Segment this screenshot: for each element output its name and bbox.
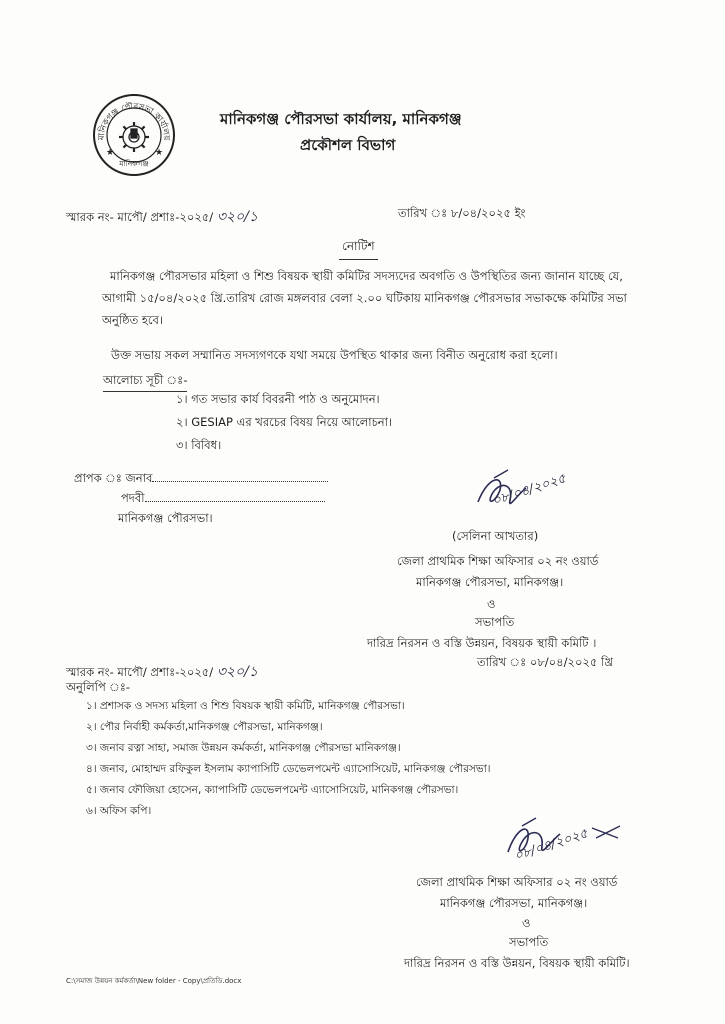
recipient-designation-label: পদবী <box>121 491 145 505</box>
signer2-and: ও <box>522 916 531 930</box>
signer2-role: সভাপতি <box>509 935 549 949</box>
agenda-item: ২। GESIAP এর খরচের বিষয় নিয়ে আলোচনা। <box>176 415 393 429</box>
copy-item: ২। পৌর নির্বাহী কর্মকর্তা,মানিকগঞ্জ পৌরসভা, মানিকগঞ্জ। <box>86 721 323 733</box>
signature-1-date: ০৮/০৪/২০২৫ <box>490 471 568 510</box>
signer-role: সভাপতি <box>475 615 515 629</box>
signer-and: ও <box>487 597 496 611</box>
notice-paragraph: মানিকগঞ্জ পৌরসভার মহিলা ও শিশু বিষয়ক স্থায়ী কমিটির সদস্যদের অবগতি ও উপস্থিতির জন্য জানান যাচ্ছে যে, আগামী ১৫/০৪/২০২৫ খ্রি.তারিখ রোজ মঙ্গলবার বেলা ২.০০ ঘটিকায় মানিকগঞ্জ পৌরসভার সভাকক্ষে কমিটির সভা অনুষ্ঠিত হবে। <box>102 269 627 327</box>
agenda-label: আলোচ্য সূচী ঃ- <box>103 372 187 392</box>
svg-text:★: ★ <box>106 148 115 158</box>
agenda-item: ৩। বিবিধ। <box>176 438 222 452</box>
recipient-to <box>74 470 328 489</box>
memo-date: তারিখ ঃ ৮/০৪/২০২৫ ইং <box>398 206 526 220</box>
signer-name: (সেলিনা আখতার) <box>452 529 539 543</box>
memo-ref-label: স্মারক নং- মাপৌ/ প্রশাঃ-২০২৫/ <box>66 210 214 224</box>
copy-item: ৫। জনাব ফৌজিয়া হোসেন, ক্যাপাসিটি ডেভেলপমেন্ট এ্যাসোসিয়েট, মানিকগঞ্জ পৌরসভা। <box>86 784 459 796</box>
signer-title-2: মানিকগঞ্জ পৌরসভা, মানিকগঞ্জ। <box>416 575 564 589</box>
notice-request: উক্ত সভায় সকল সম্মানিত সদস্যগণকে যথা সময়ে উপস্থিত থাকার জন্য বিনীত অনুরোধ করা হলো। <box>111 348 558 362</box>
copy-ref-label: স্মারক নং- মাপৌ/ প্রশাঃ-২০২৫/ <box>66 665 214 679</box>
svg-text:★: ★ <box>155 148 164 158</box>
signer-title-1: জেলা প্রাথমিক শিক্ষা অফিসার ০২ নং ওয়ার্ড <box>397 554 599 568</box>
signer2-title-1: জেলা প্রাথমিক শিক্ষা অফিসার ০২ নং ওয়ার্ড <box>416 875 618 889</box>
municipality-seal <box>92 93 176 177</box>
signer2-committee: দারিদ্র নিরসন ও বস্তি উন্নয়ন, বিষয়ক স্থায়ী কমিটি। <box>404 956 630 970</box>
copy-item: ৬। অফিস কপি। <box>86 805 152 817</box>
notice-title: নোটিশ <box>339 238 378 260</box>
memo-ref-number: ৩২০/১ <box>216 209 258 225</box>
signer-committee: দারিদ্র নিরসন ও বস্তি উন্নয়ন, বিষয়ক স্থায়ী কমিটি । <box>367 636 597 650</box>
footer-file-path: C:\সমাজ উন্নয়ন কর্মকর্তা\New folder - Copy\প্রতিডি.docx <box>66 977 242 985</box>
recipient-designation-blank <box>145 492 325 502</box>
copy-item: ৪। জনাব, মোহাম্মদ রফিকুল ইসলাম ক্যাপাসিটি ডেভেলপমেন্ট এ্যাসোসিয়েট, মানিকগঞ্জ পৌরসভা। <box>86 763 491 775</box>
signer2-title-2: মানিকগঞ্জ পৌরসভা, মানিকগঞ্জ। <box>440 896 588 910</box>
copy-item: ৩। জনাব রত্না সাহা, সমাজ উন্নয়ন কর্মকর্তা, মানিকগঞ্জ পৌরসভা মানিকগঞ্জ। <box>86 742 401 754</box>
agenda-item: ১। গত সভার কার্য বিবরনী পাঠ ও অনুমোদন। <box>176 392 380 406</box>
memo-reference <box>66 205 258 229</box>
svg-text:মানিকগঞ্জ পৌরসভা কার্যালয়: মানিকগঞ্জ পৌরসভা কার্যালয় <box>96 101 172 141</box>
office-title: মানিকগঞ্জ পৌরসভা কার্যালয়, মানিকগঞ্জ <box>220 110 462 128</box>
copy-label: অনুলিপি ঃ- <box>66 680 131 694</box>
seal-emblem <box>92 93 176 177</box>
recipient-designation <box>121 490 325 509</box>
signature-2-date: ০৮/০৪/২০২৫ <box>512 826 590 865</box>
signature-1-date-line: তারিখ ঃ ০৮/০৪/২০২৫ খ্রি <box>477 655 613 669</box>
copy-item: ১। প্রশাসক ও সদস্য মহিলা ও শিশু বিষয়ক স্থায়ী কমিটি, মানিকগঞ্জ পৌরসভা। <box>86 700 405 712</box>
copy-ref-number: ৩২০/১ <box>216 664 258 680</box>
department-title: প্রকৌশল বিভাগ <box>300 136 396 154</box>
recipient-to-label: প্রাপক ঃ জনাব <box>74 471 153 485</box>
recipient-to-blank <box>152 472 328 482</box>
recipient-org: মানিকগঞ্জ পৌরসভা। <box>118 511 213 525</box>
svg-text:মানিকগঞ্জ: মানিকগঞ্জ <box>119 159 149 168</box>
